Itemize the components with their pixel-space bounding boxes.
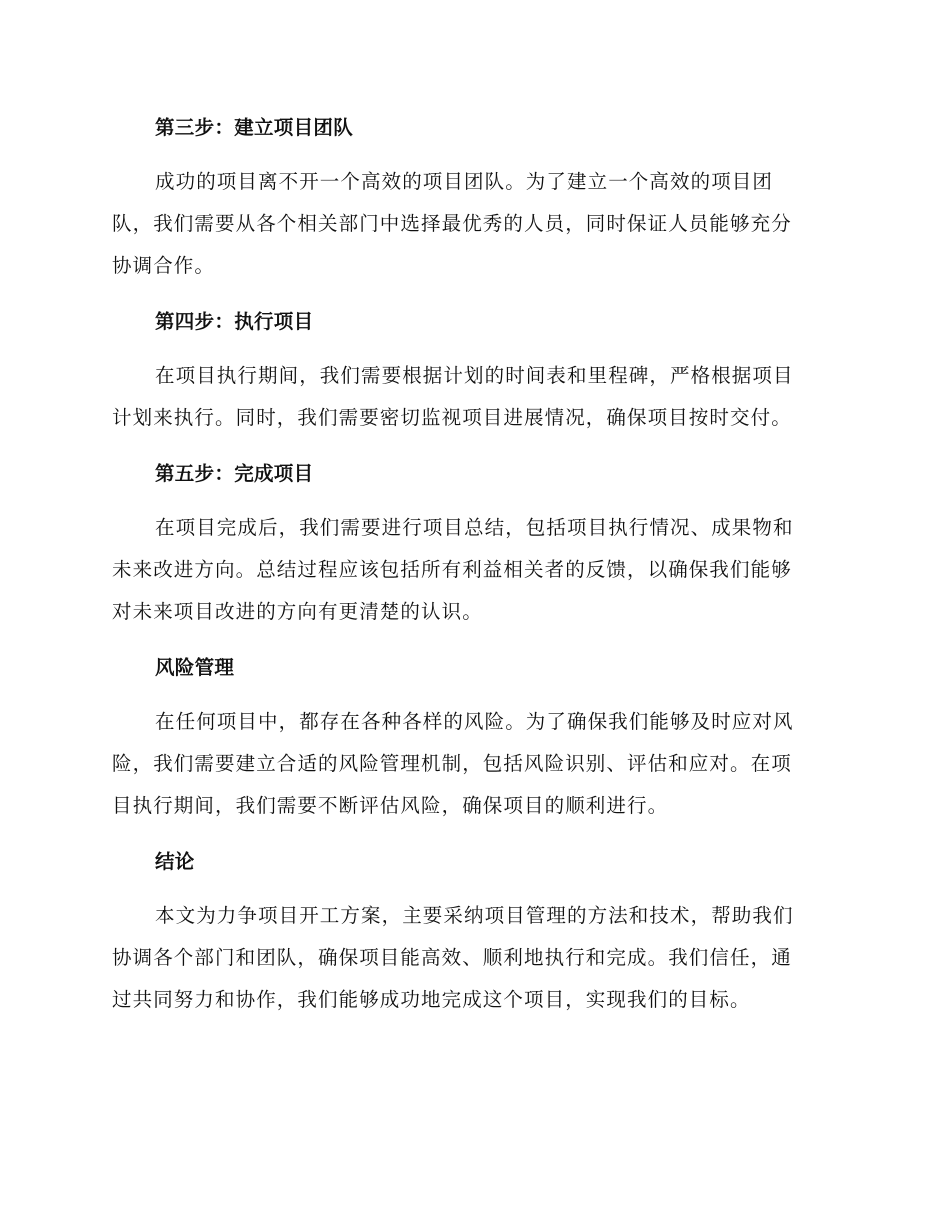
section-heading-conclusion: 结论 (155, 850, 195, 873)
paragraph-line: 协调合作。 (112, 254, 216, 277)
paragraph-line: 目执行期间，我们需要不断评估风险，确保项目的顺利进行。 (112, 794, 669, 817)
section-heading-step-4: 第四步：执行项目 (155, 310, 314, 333)
paragraph-line: 险，我们需要建立合适的风险管理机制，包括风险识别、评估和应对。在项 (112, 752, 792, 775)
section-heading-risk-management: 风险管理 (155, 656, 235, 679)
paragraph-line: 队，我们需要从各个相关部门中选择最优秀的人员，同时保证人员能够充分 (112, 212, 792, 235)
paragraph-line: 对未来项目改进的方向有更清楚的认识。 (112, 600, 483, 623)
paragraph-line: 计划来执行。同时，我们需要密切监视项目进展情况，确保项目按时交付。 (112, 406, 792, 429)
paragraph-line: 在项目完成后，我们需要进行项目总结，包括项目执行情况、成果物和 (155, 516, 794, 539)
paragraph-line: 未来改进方向。总结过程应该包括所有利益相关者的反馈，以确保我们能够 (112, 558, 792, 581)
paragraph-line: 本文为力争项目开工方案，主要采纳项目管理的方法和技术，帮助我们 (155, 904, 794, 927)
paragraph-line: 在任何项目中，都存在各种各样的风险。为了确保我们能够及时应对风 (155, 710, 794, 733)
paragraph-line: 过共同努力和协作，我们能够成功地完成这个项目，实现我们的目标。 (112, 988, 751, 1011)
paragraph-line: 在项目执行期间，我们需要根据计划的时间表和里程碑，严格根据项目 (155, 364, 794, 387)
paragraph-line: 协调各个部门和团队，确保项目能高效、顺利地执行和完成。我们信任，通 (112, 946, 792, 969)
section-heading-step-3: 第三步：建立项目团队 (155, 116, 354, 139)
section-heading-step-5: 第五步：完成项目 (155, 462, 314, 485)
paragraph-line: 成功的项目离不开一个高效的项目团队。为了建立一个高效的项目团 (155, 170, 774, 193)
